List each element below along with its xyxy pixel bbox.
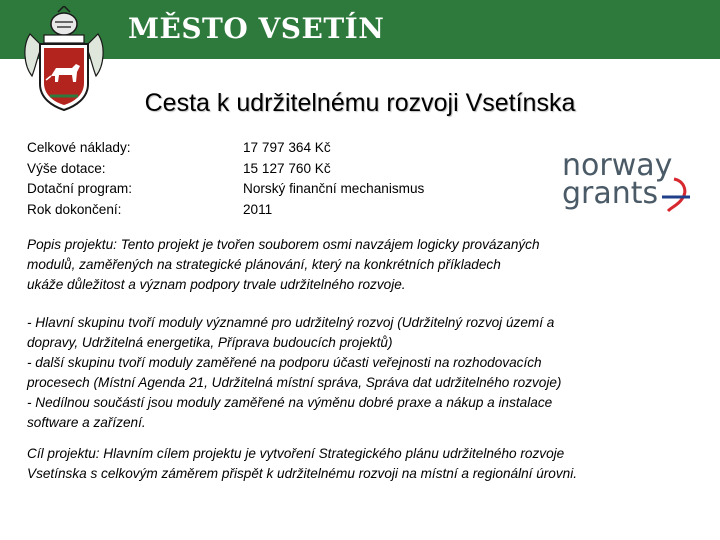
header-bar: [0, 0, 720, 59]
logo-cross-icon: [662, 179, 690, 211]
info-label: Výše dotace:: [27, 160, 106, 176]
info-value: 2011: [243, 201, 273, 217]
text-line: - Hlavní skupinu tvoří moduly významné pro udržitelný rozvoj (Udržitelný rozvoj území a: [27, 315, 555, 330]
page-title: Cesta k udržitelnému rozvoji Vsetínska: [144, 89, 576, 117]
header-title: MĚSTO VSETÍN: [128, 12, 385, 45]
info-row-program: [27, 179, 424, 200]
text-line: Vsetínska s celkovým záměrem přispět k udržitelnému rozvoji na místní a regionální úrovni.: [27, 466, 578, 481]
text-line: Popis projektu: Tento projekt je tvořen souborem osmi navzájem logicky provázaných: [27, 237, 540, 252]
text-line: software a zařízení.: [27, 415, 146, 430]
project-info-table: [27, 138, 424, 220]
project-modules: [27, 313, 666, 433]
info-value: Norský finanční mechanismus: [243, 181, 425, 196]
text-line: ukáže důležitost a význam podpory trvale udržitelného rozvoje.: [27, 277, 406, 292]
text-line: Cíl projektu: Hlavním cílem projektu je vytvoření Strategického plánu udržitelného rozvoje: [27, 446, 565, 461]
text-line: - další skupinu tvoří moduly zaměřené na podporu účasti veřejnosti na rozhodovacích: [27, 355, 542, 370]
project-goal: [27, 444, 666, 484]
info-label: Rok dokončení:: [27, 201, 122, 217]
info-label: Dotační program:: [27, 181, 133, 196]
info-row-subsidy: [27, 159, 424, 180]
info-label: Celkové náklady:: [27, 140, 131, 155]
info-value: 15 127 760 Kč: [243, 160, 331, 176]
norway-grants-logo: [556, 143, 696, 219]
info-row-cost: [27, 138, 424, 159]
info-value: 17 797 364 Kč: [243, 140, 331, 155]
project-description: [27, 235, 666, 295]
info-row-year: [27, 200, 424, 221]
text-line: - Nedílnou součástí jsou moduly zaměřené na výměnu dobré praxe a nákup a instalace: [27, 395, 553, 410]
text-line: modulů, zaměřených na strategické plánování, který na konkrétních příkladech: [27, 257, 501, 272]
text-line: dopravy, Udržitelná energetika, Příprava budoucích projektů): [27, 335, 393, 350]
text-line: procesech (Místní Agenda 21, Udržitelná místní správa, Správa dat udržitelného rozvoje): [27, 375, 562, 390]
logo-line-1: norway: [562, 148, 673, 183]
logo-line-2: grants: [562, 176, 659, 211]
